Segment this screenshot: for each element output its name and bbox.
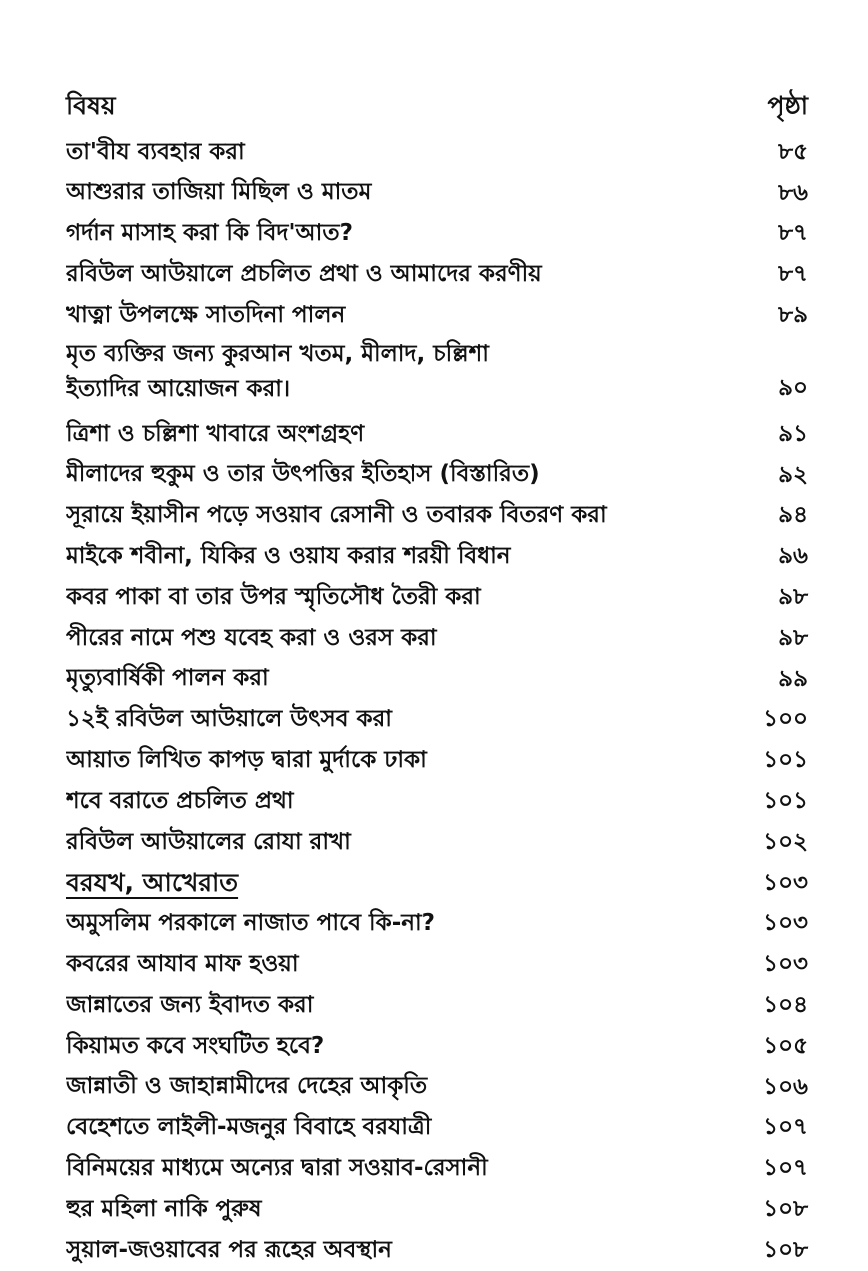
entry-title-line: সুয়াল-জওয়াবের পর রূহের অবস্থান <box>66 1236 392 1263</box>
page-column-header: পৃষ্ঠা <box>767 91 808 120</box>
toc-entry <box>66 414 808 455</box>
entry-title <box>66 539 742 575</box>
entry-title-line: আশুরার তাজিয়া মিছিল ও মাতম <box>66 179 372 206</box>
entry-title <box>66 825 742 861</box>
toc-entry <box>66 1189 808 1230</box>
toc-entry <box>66 536 808 577</box>
entry-title <box>66 216 742 252</box>
entry-title-line: রবিউল আউয়ালের রোযা রাখা <box>66 828 351 855</box>
entry-title <box>66 947 742 983</box>
toc-entry <box>66 944 808 985</box>
toc-entry <box>66 295 808 336</box>
entry-page-number: ১০৬ <box>763 1073 808 1100</box>
entry-page-number: ৮৫ <box>778 138 808 165</box>
entry-page-number: ৯২ <box>778 461 808 488</box>
entry-page-number: ১০৭ <box>763 1155 808 1182</box>
entry-page-number: ৯৪ <box>778 502 808 529</box>
entry-page-number: ৯৮ <box>778 624 808 651</box>
entry-title <box>66 580 742 616</box>
toc-entry <box>66 1067 808 1108</box>
entry-page-number: ৯৬ <box>778 543 808 570</box>
toc-entry <box>66 455 808 496</box>
entry-title <box>66 784 742 820</box>
entry-title-line: জান্নাতী ও জাহান্নামীদের দেহের আকৃতি <box>66 1073 428 1100</box>
entry-title-line: অমুসলিম পরকালে নাজাত পাবে কি-না? <box>66 910 435 937</box>
entry-page-number: ১০৩ <box>763 951 808 978</box>
toc-entry <box>66 132 808 173</box>
toc-entry <box>66 659 808 700</box>
toc-list <box>66 132 808 1271</box>
toc-entry <box>66 336 808 414</box>
entry-page-number: ১০৮ <box>763 1236 808 1263</box>
entry-title-line: ত্রিশা ও চল্লিশা খাবারে অংশগ্রহণ <box>66 420 365 447</box>
entry-page-number: ৮৭ <box>778 220 808 247</box>
toc-entry <box>66 985 808 1026</box>
entry-page-number: ৯৮ <box>778 584 808 611</box>
entry-title-line: জান্নাতের জন্য ইবাদত করা <box>66 991 314 1018</box>
entry-page-number: ৯৯ <box>778 665 808 692</box>
entry-page-number: ৯১ <box>778 420 808 447</box>
toc-entry <box>66 1148 808 1189</box>
entry-title-line: বেহেশতে লাইলী-মজনুর বিবাহে বরযাত্রী <box>66 1114 432 1141</box>
section-heading <box>66 864 742 903</box>
entry-page-number: ৮৭ <box>778 261 808 288</box>
entry-title-line: ১২ই রবিউল আউয়ালে উৎসব করা <box>66 706 392 733</box>
toc-entry <box>66 577 808 618</box>
entry-title-line: কিয়ামত কবে সংঘটিত হবে? <box>66 1032 325 1059</box>
entry-title <box>66 906 742 942</box>
entry-title <box>66 1192 742 1228</box>
entry-title-line: খাত্না উপলক্ষে সাতদিনা পালন <box>66 301 346 328</box>
entry-title <box>66 702 742 738</box>
subject-column-header: বিষয় <box>66 91 116 120</box>
entry-title-line: মৃত ব্যক্তির জন্য কুরআন খতম, মীলাদ, চল্লিশা <box>66 340 489 367</box>
entry-page-number: ৮৬ <box>778 179 808 206</box>
toc-entry <box>66 173 808 214</box>
entry-title-line: বরযখ, আখেরাত <box>66 867 239 897</box>
entry-title-line: মৃত্যুবার্ষিকী পালন করা <box>66 665 269 692</box>
toc-entry <box>66 618 808 659</box>
toc-entry <box>66 1026 808 1067</box>
entry-page-number: ১০৭ <box>763 1114 808 1141</box>
entry-page-number: ১০২ <box>763 828 808 855</box>
entry-title <box>66 1233 742 1269</box>
toc-entry <box>66 822 808 863</box>
entry-title <box>66 743 742 779</box>
entry-title <box>66 498 742 534</box>
toc-entry <box>66 1108 808 1149</box>
entry-title-line: রবিউল আউয়ালে প্রচলিত প্রথা ও আমাদের করণীয় <box>66 260 542 287</box>
entry-title-line: হুর মহিলা নাকি পুরুষ <box>66 1195 262 1222</box>
toc-entry <box>66 740 808 781</box>
entry-page-number: ১০৩ <box>763 869 808 896</box>
entry-title <box>66 257 742 293</box>
entry-title-line: গর্দান মাসাহ করা কি বিদ'আত? <box>66 220 353 247</box>
toc-entry <box>66 214 808 255</box>
toc-entry <box>66 700 808 741</box>
entry-page-number: ১০১ <box>763 747 808 774</box>
entry-page-number: ১০০ <box>763 706 808 733</box>
entry-page-number: ১০৪ <box>763 992 808 1019</box>
entry-title-line: আয়াত লিখিত কাপড় দ্বারা মুর্দাকে ঢাকা <box>66 746 427 773</box>
entry-title <box>66 1029 742 1065</box>
toc-entry <box>66 781 808 822</box>
entry-page-number: ১০১ <box>763 788 808 815</box>
entry-title <box>66 1110 742 1146</box>
entry-title-line: মীলাদের হুকুম ও তার উৎপত্তির ইতিহাস (বিস্তারিত) <box>66 461 540 488</box>
entry-page-number: ১০৫ <box>763 1032 808 1059</box>
entry-title <box>66 135 742 171</box>
toc-entry <box>66 1230 808 1271</box>
entry-title <box>66 661 742 697</box>
entry-title-line: ইত্যাদির আয়োজন করা। <box>66 376 291 403</box>
entry-title <box>66 1069 742 1105</box>
entry-title-line: সূরায়ে ইয়াসীন পড়ে সওয়াব রেসানী ও তবারক বিতরণ করা <box>66 502 607 529</box>
toc-entry <box>66 904 808 945</box>
entry-title <box>66 988 742 1024</box>
entry-title <box>66 337 742 408</box>
entry-title-line: পীরের নামে পশু যবেহ করা ও ওরস করা <box>66 624 437 651</box>
entry-title <box>66 175 742 211</box>
toc-entry <box>66 496 808 537</box>
entry-title-line: কবর পাকা বা তার উপর স্মৃতিসৌধ তৈরী করা <box>66 583 481 610</box>
entry-title-line: মাইকে শবীনা, যিকির ও ওয়ায করার শরয়ী বিধান <box>66 542 511 569</box>
entry-title-line: কবরের আযাব মাফ হওয়া <box>66 950 299 977</box>
entry-title <box>66 1151 742 1187</box>
entry-title <box>66 457 742 493</box>
entry-page-number: ১০৮ <box>763 1196 808 1223</box>
entry-page-number: ৮৯ <box>778 302 808 329</box>
entry-title-line: শবে বরাতে প্রচলিত প্রথা <box>66 787 294 814</box>
toc-entry <box>66 254 808 295</box>
section-heading-row <box>66 863 808 904</box>
entry-title <box>66 298 742 334</box>
entry-title-line: তা'বীয ব্যবহার করা <box>66 138 245 165</box>
entry-title <box>66 621 742 657</box>
entry-title-line: বিনিময়ের মাধ্যমে অন্যের দ্বারা সওয়াব-রেসানী <box>66 1154 488 1181</box>
entry-page-number: ১০৩ <box>763 910 808 937</box>
entry-page-number: ৯০ <box>778 374 808 401</box>
entry-title <box>66 417 742 453</box>
